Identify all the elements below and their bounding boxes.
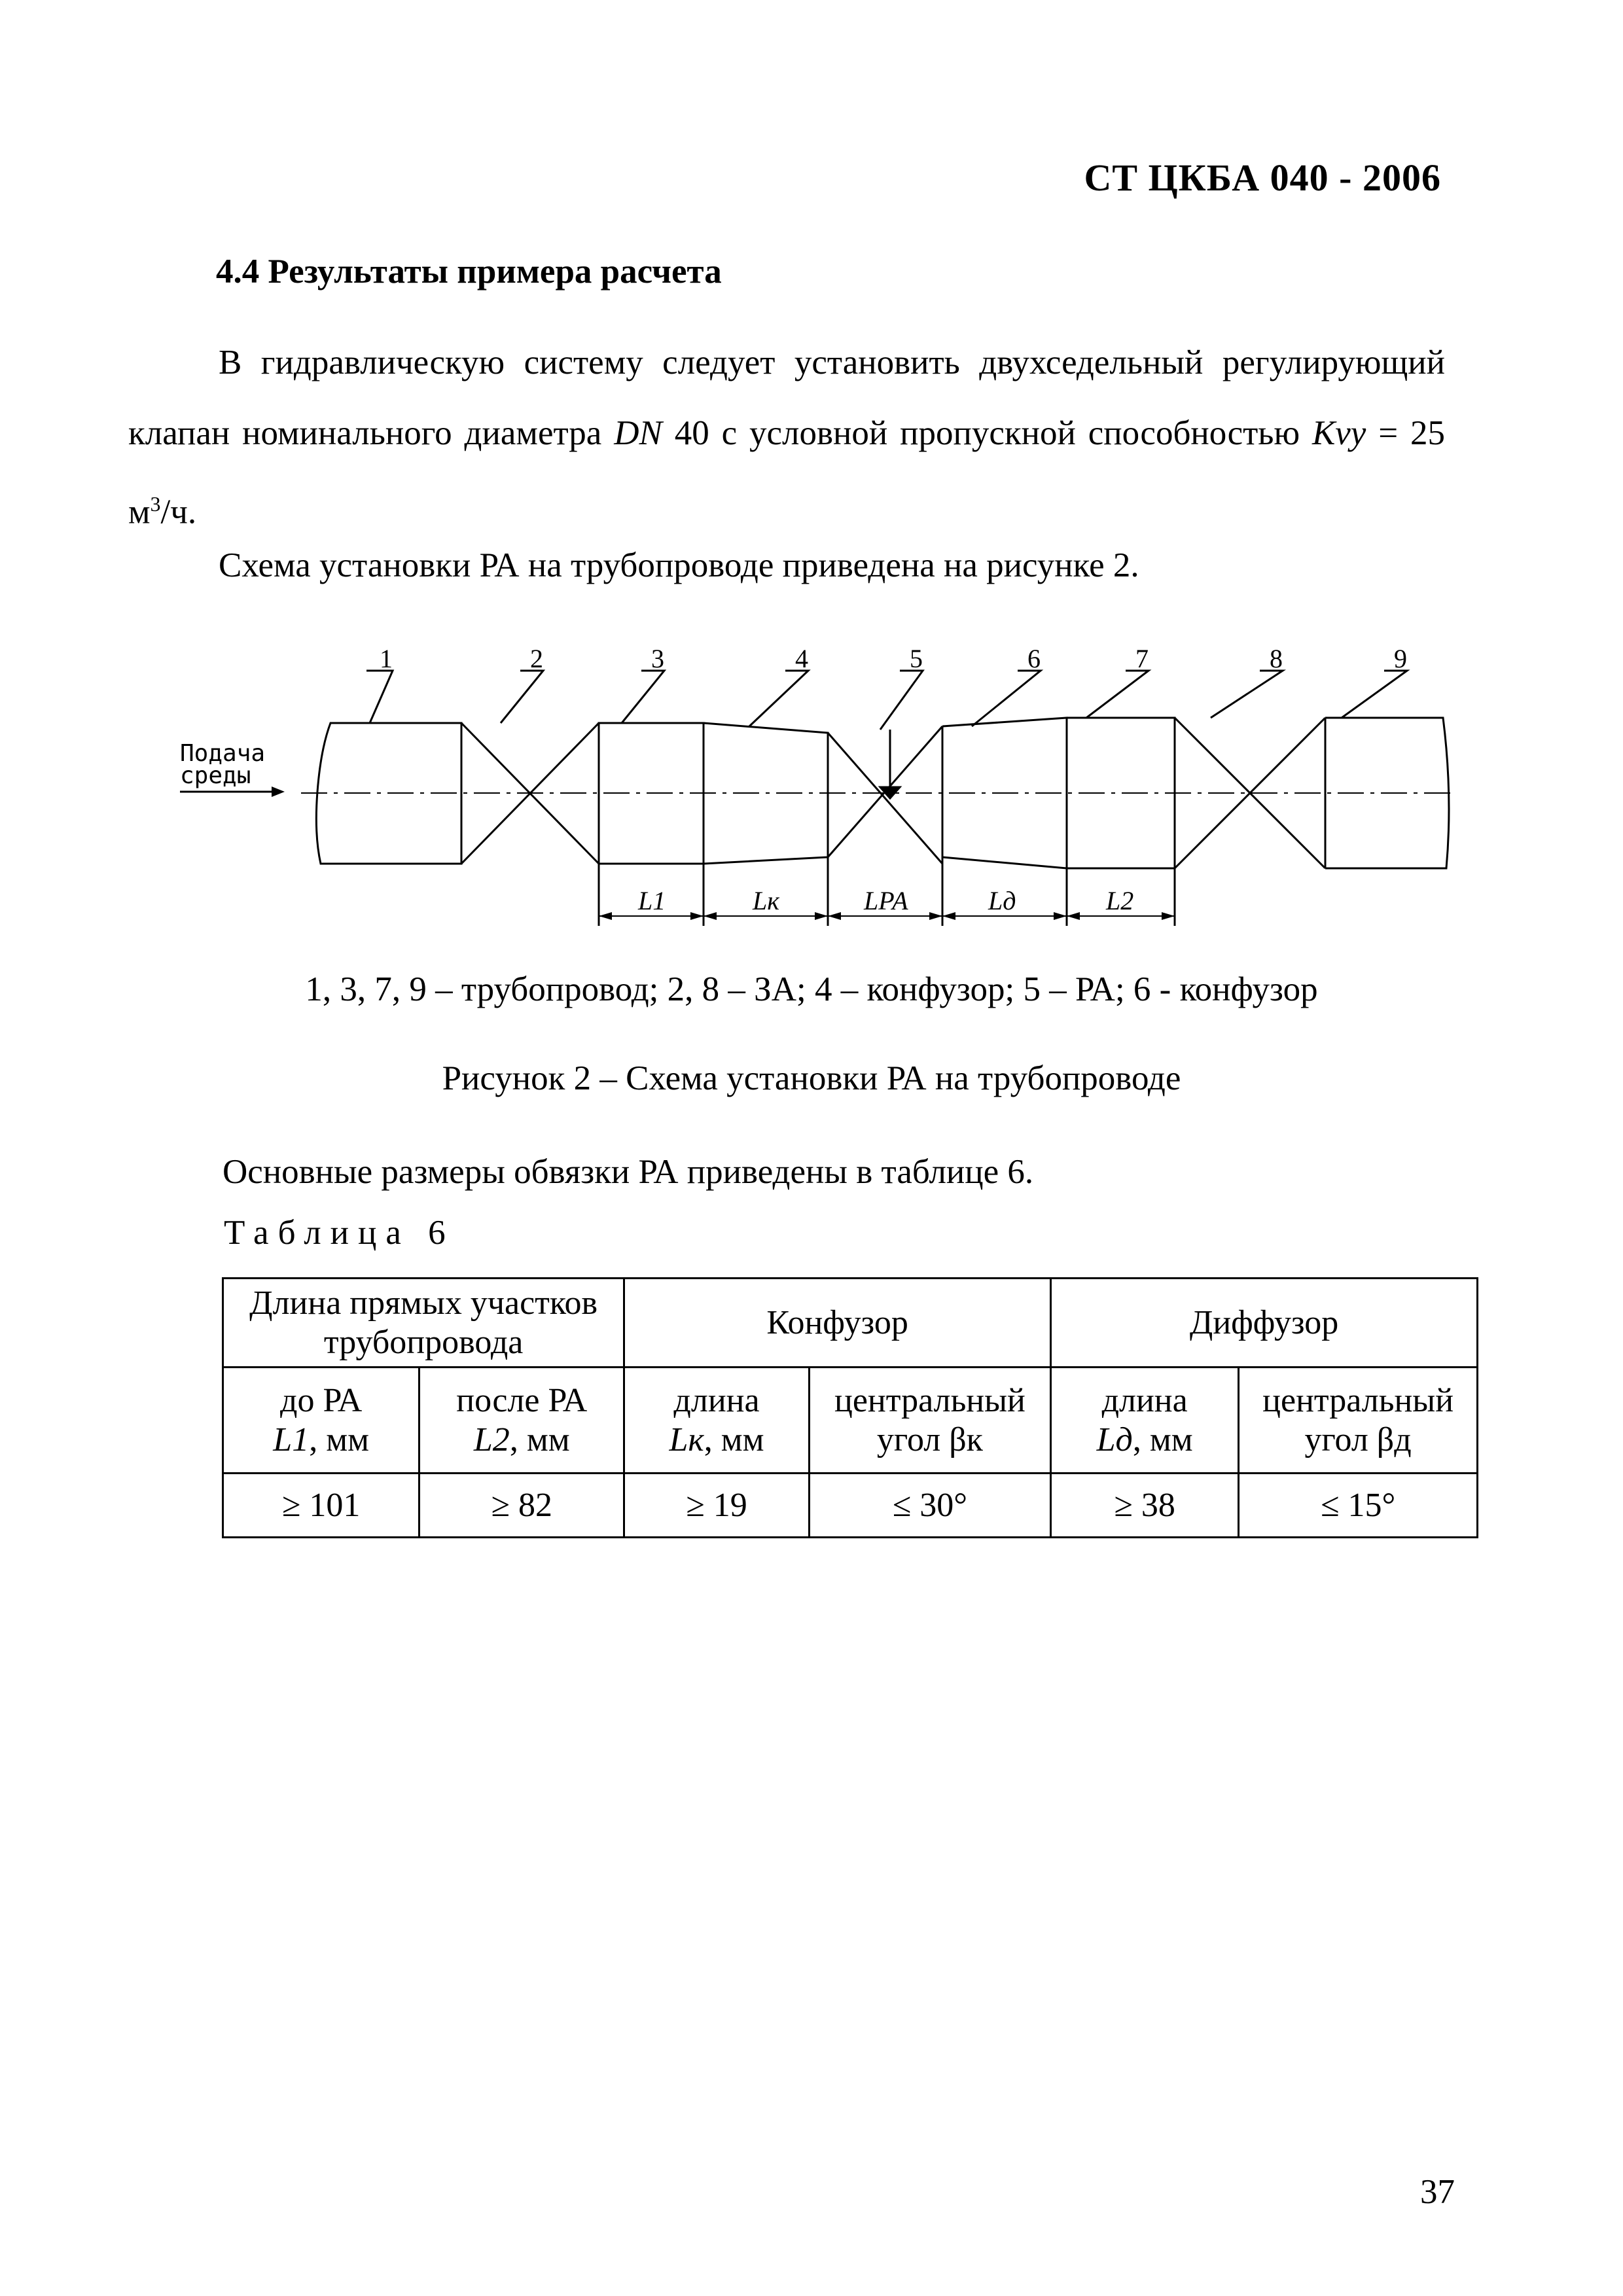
callout-number: 6 [1027, 644, 1041, 673]
figure-legend: 1, 3, 7, 9 – трубопровод; 2, 8 – ЗА; 4 – конфузор; 5 – РА; 6 - конфузор [305, 970, 1318, 1008]
dimension-label: L1 [638, 886, 666, 915]
dimension-label: L2 [1106, 886, 1134, 915]
subheader-title: после РА [456, 1381, 588, 1419]
subheader-title: центральный [834, 1381, 1026, 1419]
dimension-label: Lк [753, 886, 779, 915]
subheader-symbol: Lд, мм [1096, 1421, 1193, 1458]
document-code: СТ ЦКБА 040 - 2006 [1084, 156, 1441, 199]
subheader-cell [1239, 1368, 1478, 1474]
page-number: 37 [1420, 2173, 1455, 2211]
dn-symbol: DN [614, 414, 662, 452]
kvy-symbol: Kvy [1311, 414, 1366, 452]
subheader-symbol: Lк, мм [669, 1421, 764, 1458]
header-group-diffuser: Диффузор [1051, 1279, 1478, 1368]
flow-label: Подача [180, 740, 266, 767]
header-group-confuser: Конфузор [624, 1279, 1051, 1368]
table-row [223, 1474, 1478, 1538]
subheader-symbol: L2, мм [473, 1421, 570, 1458]
table-cell: ≤ 30° [809, 1474, 1050, 1538]
callout-number: 3 [651, 644, 664, 673]
header-group-straight-lengths: Длина прямых участков трубопровода [223, 1279, 624, 1368]
subheader-cell [809, 1368, 1050, 1474]
table-subheader-row [223, 1368, 1478, 1474]
subheader-cell [1051, 1368, 1239, 1474]
callout-number: 9 [1394, 644, 1407, 673]
table-cell: ≥ 38 [1051, 1474, 1239, 1538]
paragraph-valve-selection [128, 327, 1445, 548]
subheader-title: длина [673, 1381, 760, 1419]
subheader-title: центральный [1262, 1381, 1454, 1419]
paragraph-text: В гидравлическую систему следует установить двухседельный регулирующий клапан номинального диаметра [128, 344, 1445, 452]
callout-number: 1 [380, 644, 393, 673]
dimension-label: Lд [988, 886, 1016, 915]
subheader-title: длина [1101, 1381, 1188, 1419]
callout-number: 4 [795, 644, 808, 673]
paragraph-table-reference: Основные размеры обвязки РА приведены в таблице 6. [223, 1153, 1034, 1191]
dimension-label: LРА [864, 886, 908, 915]
paragraph-text: /ч. [160, 493, 197, 531]
subheader-cell [419, 1368, 624, 1474]
subheader-cell [624, 1368, 810, 1474]
subheader-symbol: угол βд [1304, 1421, 1412, 1458]
subheader-cell [223, 1368, 419, 1474]
subheader-symbol: угол βк [876, 1421, 983, 1458]
callout-number: 8 [1270, 644, 1283, 673]
superscript: 3 [150, 492, 161, 516]
flow-label: среды [180, 762, 251, 789]
table-cell: ≤ 15° [1239, 1474, 1478, 1538]
table-header-row [223, 1279, 1478, 1368]
subheader-title: до РА [280, 1381, 363, 1419]
subheader-symbol: L1, мм [273, 1421, 370, 1458]
paragraph-figure-reference: Схема установки РА на трубопроводе приведена на рисунке 2. [219, 546, 1139, 584]
callout-number: 2 [530, 644, 543, 673]
table-cell: ≥ 82 [419, 1474, 624, 1538]
callout-number: 7 [1135, 644, 1149, 673]
table-cell: ≥ 19 [624, 1474, 810, 1538]
installation-scheme-figure [170, 638, 1479, 939]
dimensions-table [222, 1277, 1478, 1538]
callout-number: 5 [910, 644, 923, 673]
table-cell: ≥ 101 [223, 1474, 419, 1538]
control-valve-5 [828, 726, 942, 864]
paragraph-text: = 25 м [128, 414, 1445, 531]
section-title: 4.4 Результаты примера расчета [216, 253, 722, 291]
figure-caption: Рисунок 2 – Схема установки РА на трубопроводе [442, 1059, 1181, 1097]
table-label: Таблица 6 [224, 1214, 455, 1252]
paragraph-text: 40 с условной пропускной способностью [662, 414, 1312, 452]
